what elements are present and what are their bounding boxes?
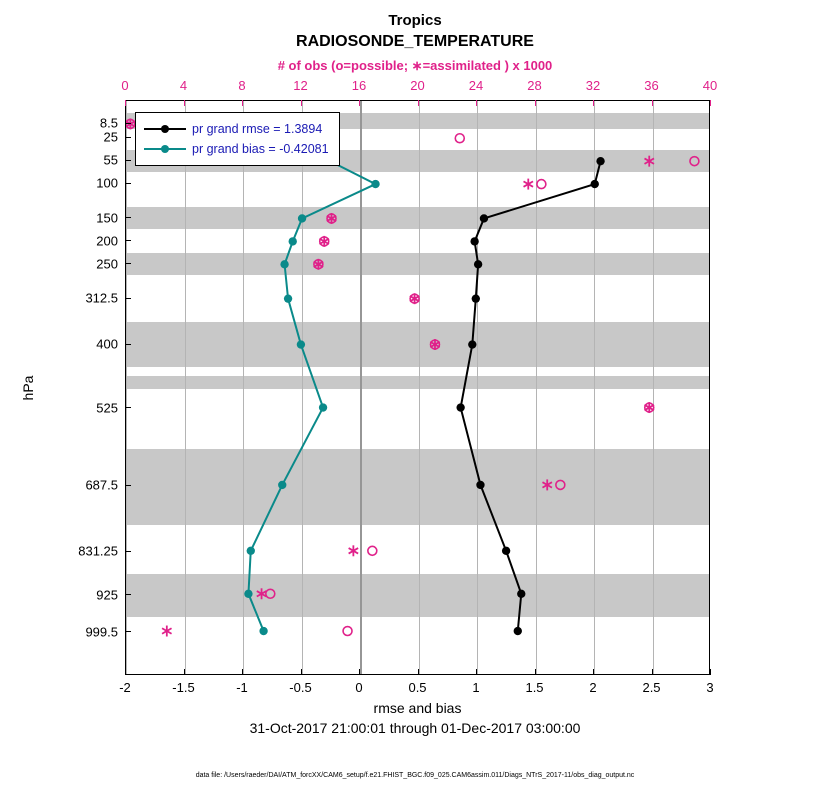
x-tick-label: 1 bbox=[472, 680, 480, 695]
series-point bbox=[298, 214, 306, 222]
series-point bbox=[468, 340, 476, 348]
x-tick-label: 2 bbox=[589, 680, 597, 695]
top-x-tick-label: 28 bbox=[527, 78, 542, 93]
obs-possible-marker bbox=[266, 589, 275, 598]
series-point bbox=[476, 481, 484, 489]
y-tick-mark bbox=[125, 407, 131, 408]
chart-title-sub: RADIOSONDE_TEMPERATURE bbox=[296, 33, 534, 50]
x-tick-mark bbox=[242, 669, 243, 675]
top-x-tick-mark bbox=[476, 100, 477, 106]
x-tick-label: 1.5 bbox=[525, 680, 544, 695]
series-point bbox=[480, 214, 488, 222]
y-tick-mark bbox=[125, 123, 131, 124]
y-tick-mark bbox=[125, 183, 131, 184]
series-point bbox=[280, 260, 288, 268]
series-point bbox=[284, 294, 292, 302]
series-point bbox=[474, 260, 482, 268]
y-tick-label: 999.5 bbox=[85, 624, 118, 640]
legend-label-bias: pr grand bias = -0.42081 bbox=[192, 142, 329, 156]
legend bbox=[135, 112, 340, 166]
top-x-tick-mark bbox=[242, 100, 243, 106]
x-tick-mark bbox=[593, 669, 594, 675]
obs-assimilated-marker bbox=[644, 156, 653, 167]
y-tick-label: 100 bbox=[96, 175, 118, 191]
series-point bbox=[514, 627, 522, 635]
y-tick-mark bbox=[125, 160, 131, 161]
x-tick-label: 0 bbox=[355, 680, 363, 695]
series-point bbox=[278, 481, 286, 489]
y-tick-label: 831.25 bbox=[78, 543, 118, 559]
data-series-layer bbox=[126, 101, 709, 674]
series-point bbox=[319, 403, 327, 411]
y-axis-title: hPa bbox=[20, 375, 36, 401]
top-x-tick-label: 24 bbox=[468, 78, 484, 93]
top-x-tick-mark bbox=[652, 100, 653, 106]
y-tick-label: 250 bbox=[96, 256, 118, 272]
series-line bbox=[248, 161, 375, 631]
top-x-tick-label: 16 bbox=[351, 78, 367, 93]
data-file-caption: data file: /Users/raeder/DAI/ATM_forcXX/CAM6_setup/f.e21.FHIST_BGC.f09_025.CAM6assim.011/Diags_NTrS_2017-11/obs_diag_output.nc bbox=[195, 772, 635, 779]
obs-possible-marker bbox=[368, 546, 377, 555]
series-point bbox=[472, 294, 480, 302]
top-x-tick-mark bbox=[593, 100, 594, 106]
top-x-tick-label: 0 bbox=[121, 78, 129, 93]
obs-assimilated-marker bbox=[524, 179, 533, 190]
obs-assimilated-marker bbox=[162, 626, 171, 637]
top-x-tick-mark bbox=[184, 100, 185, 106]
obs-possible-marker bbox=[537, 180, 546, 189]
series-point bbox=[289, 237, 297, 245]
y-tick-label: 200 bbox=[96, 233, 118, 249]
y-tick-mark bbox=[125, 631, 131, 632]
x-tick-label: -1 bbox=[236, 680, 248, 695]
y-tick-label: 55 bbox=[103, 152, 118, 168]
top-x-tick-mark bbox=[125, 100, 126, 106]
x-tick-mark bbox=[710, 669, 711, 675]
x-tick-mark bbox=[125, 669, 126, 675]
y-tick-mark bbox=[125, 298, 131, 299]
y-tick-mark bbox=[125, 137, 131, 138]
x-tick-mark bbox=[418, 669, 419, 675]
plot-area bbox=[125, 100, 710, 675]
obs-possible-marker bbox=[556, 480, 565, 489]
y-tick-mark bbox=[125, 551, 131, 552]
y-tick-label: 150 bbox=[96, 210, 118, 226]
series-point bbox=[259, 627, 267, 635]
x-tick-label: 2.5 bbox=[642, 680, 661, 695]
y-tick-label: 925 bbox=[96, 587, 118, 602]
top-axis-title: # of obs (o=possible; ∗=assimilated ) x 1000 bbox=[277, 58, 553, 73]
series-line bbox=[461, 161, 601, 631]
date-range-caption: 31-Oct-2017 21:00:01 through 01-Dec-2017 03:00:00 bbox=[249, 720, 581, 736]
top-x-tick-mark bbox=[301, 100, 302, 106]
series-point bbox=[596, 157, 604, 165]
top-x-tick-mark bbox=[535, 100, 536, 106]
x-tick-mark bbox=[184, 669, 185, 675]
series-point bbox=[470, 237, 478, 245]
y-tick-mark bbox=[125, 344, 131, 345]
legend-label-rmse: pr grand rmse = 1.3894 bbox=[192, 122, 323, 136]
series-point bbox=[456, 403, 464, 411]
top-x-tick-label: 4 bbox=[179, 78, 188, 93]
top-x-tick-label: 40 bbox=[702, 78, 718, 93]
series-point bbox=[247, 547, 255, 555]
x-tick-label: -2 bbox=[119, 680, 131, 695]
top-x-tick-mark bbox=[710, 100, 711, 106]
x-tick-label: 0.5 bbox=[408, 680, 427, 695]
top-x-tick-label: 20 bbox=[410, 78, 425, 93]
y-tick-mark bbox=[125, 594, 131, 595]
obs-assimilated-marker bbox=[349, 545, 358, 556]
y-tick-mark bbox=[125, 263, 131, 264]
x-tick-label: -0.5 bbox=[289, 680, 312, 695]
series-point bbox=[371, 180, 379, 188]
obs-possible-marker bbox=[455, 134, 464, 143]
obs-assimilated-marker bbox=[542, 479, 551, 490]
top-x-tick-label: 36 bbox=[644, 78, 659, 93]
y-tick-label: 525 bbox=[96, 400, 118, 416]
x-tick-mark bbox=[652, 669, 653, 675]
y-tick-mark bbox=[125, 217, 131, 218]
x-axis-title: rmse and bias bbox=[373, 700, 462, 716]
series-point bbox=[244, 590, 252, 598]
y-tick-mark bbox=[125, 240, 131, 241]
legend-item-bias bbox=[144, 139, 329, 159]
y-tick-label: 8.5 bbox=[99, 115, 118, 131]
chart-title-main: Tropics bbox=[388, 12, 442, 29]
series-point bbox=[297, 340, 305, 348]
top-x-tick-mark bbox=[359, 100, 360, 106]
top-x-tick-label: 32 bbox=[585, 78, 601, 93]
x-tick-label: 3 bbox=[706, 680, 714, 695]
legend-swatch-rmse bbox=[144, 122, 186, 136]
x-tick-mark bbox=[301, 669, 302, 675]
series-point bbox=[502, 547, 510, 555]
y-tick-mark bbox=[125, 485, 131, 486]
series-point bbox=[517, 590, 525, 598]
obs-assimilated-marker bbox=[257, 588, 266, 599]
x-tick-mark bbox=[359, 669, 360, 675]
top-x-tick-label: 8 bbox=[238, 78, 246, 93]
x-tick-label: -1.5 bbox=[172, 680, 195, 695]
x-tick-mark bbox=[476, 669, 477, 675]
top-x-tick-label: 12 bbox=[293, 78, 308, 93]
y-tick-label: 400 bbox=[96, 336, 118, 352]
series-point bbox=[591, 180, 599, 188]
legend-swatch-bias bbox=[144, 142, 186, 156]
y-tick-label: 312.5 bbox=[85, 290, 118, 306]
y-tick-label: 25 bbox=[103, 129, 118, 145]
legend-item-rmse bbox=[144, 119, 329, 139]
top-x-tick-mark bbox=[418, 100, 419, 106]
obs-possible-marker bbox=[343, 627, 352, 636]
obs-possible-marker bbox=[690, 157, 699, 166]
x-tick-mark bbox=[535, 669, 536, 675]
y-tick-label: 687.5 bbox=[85, 477, 118, 493]
